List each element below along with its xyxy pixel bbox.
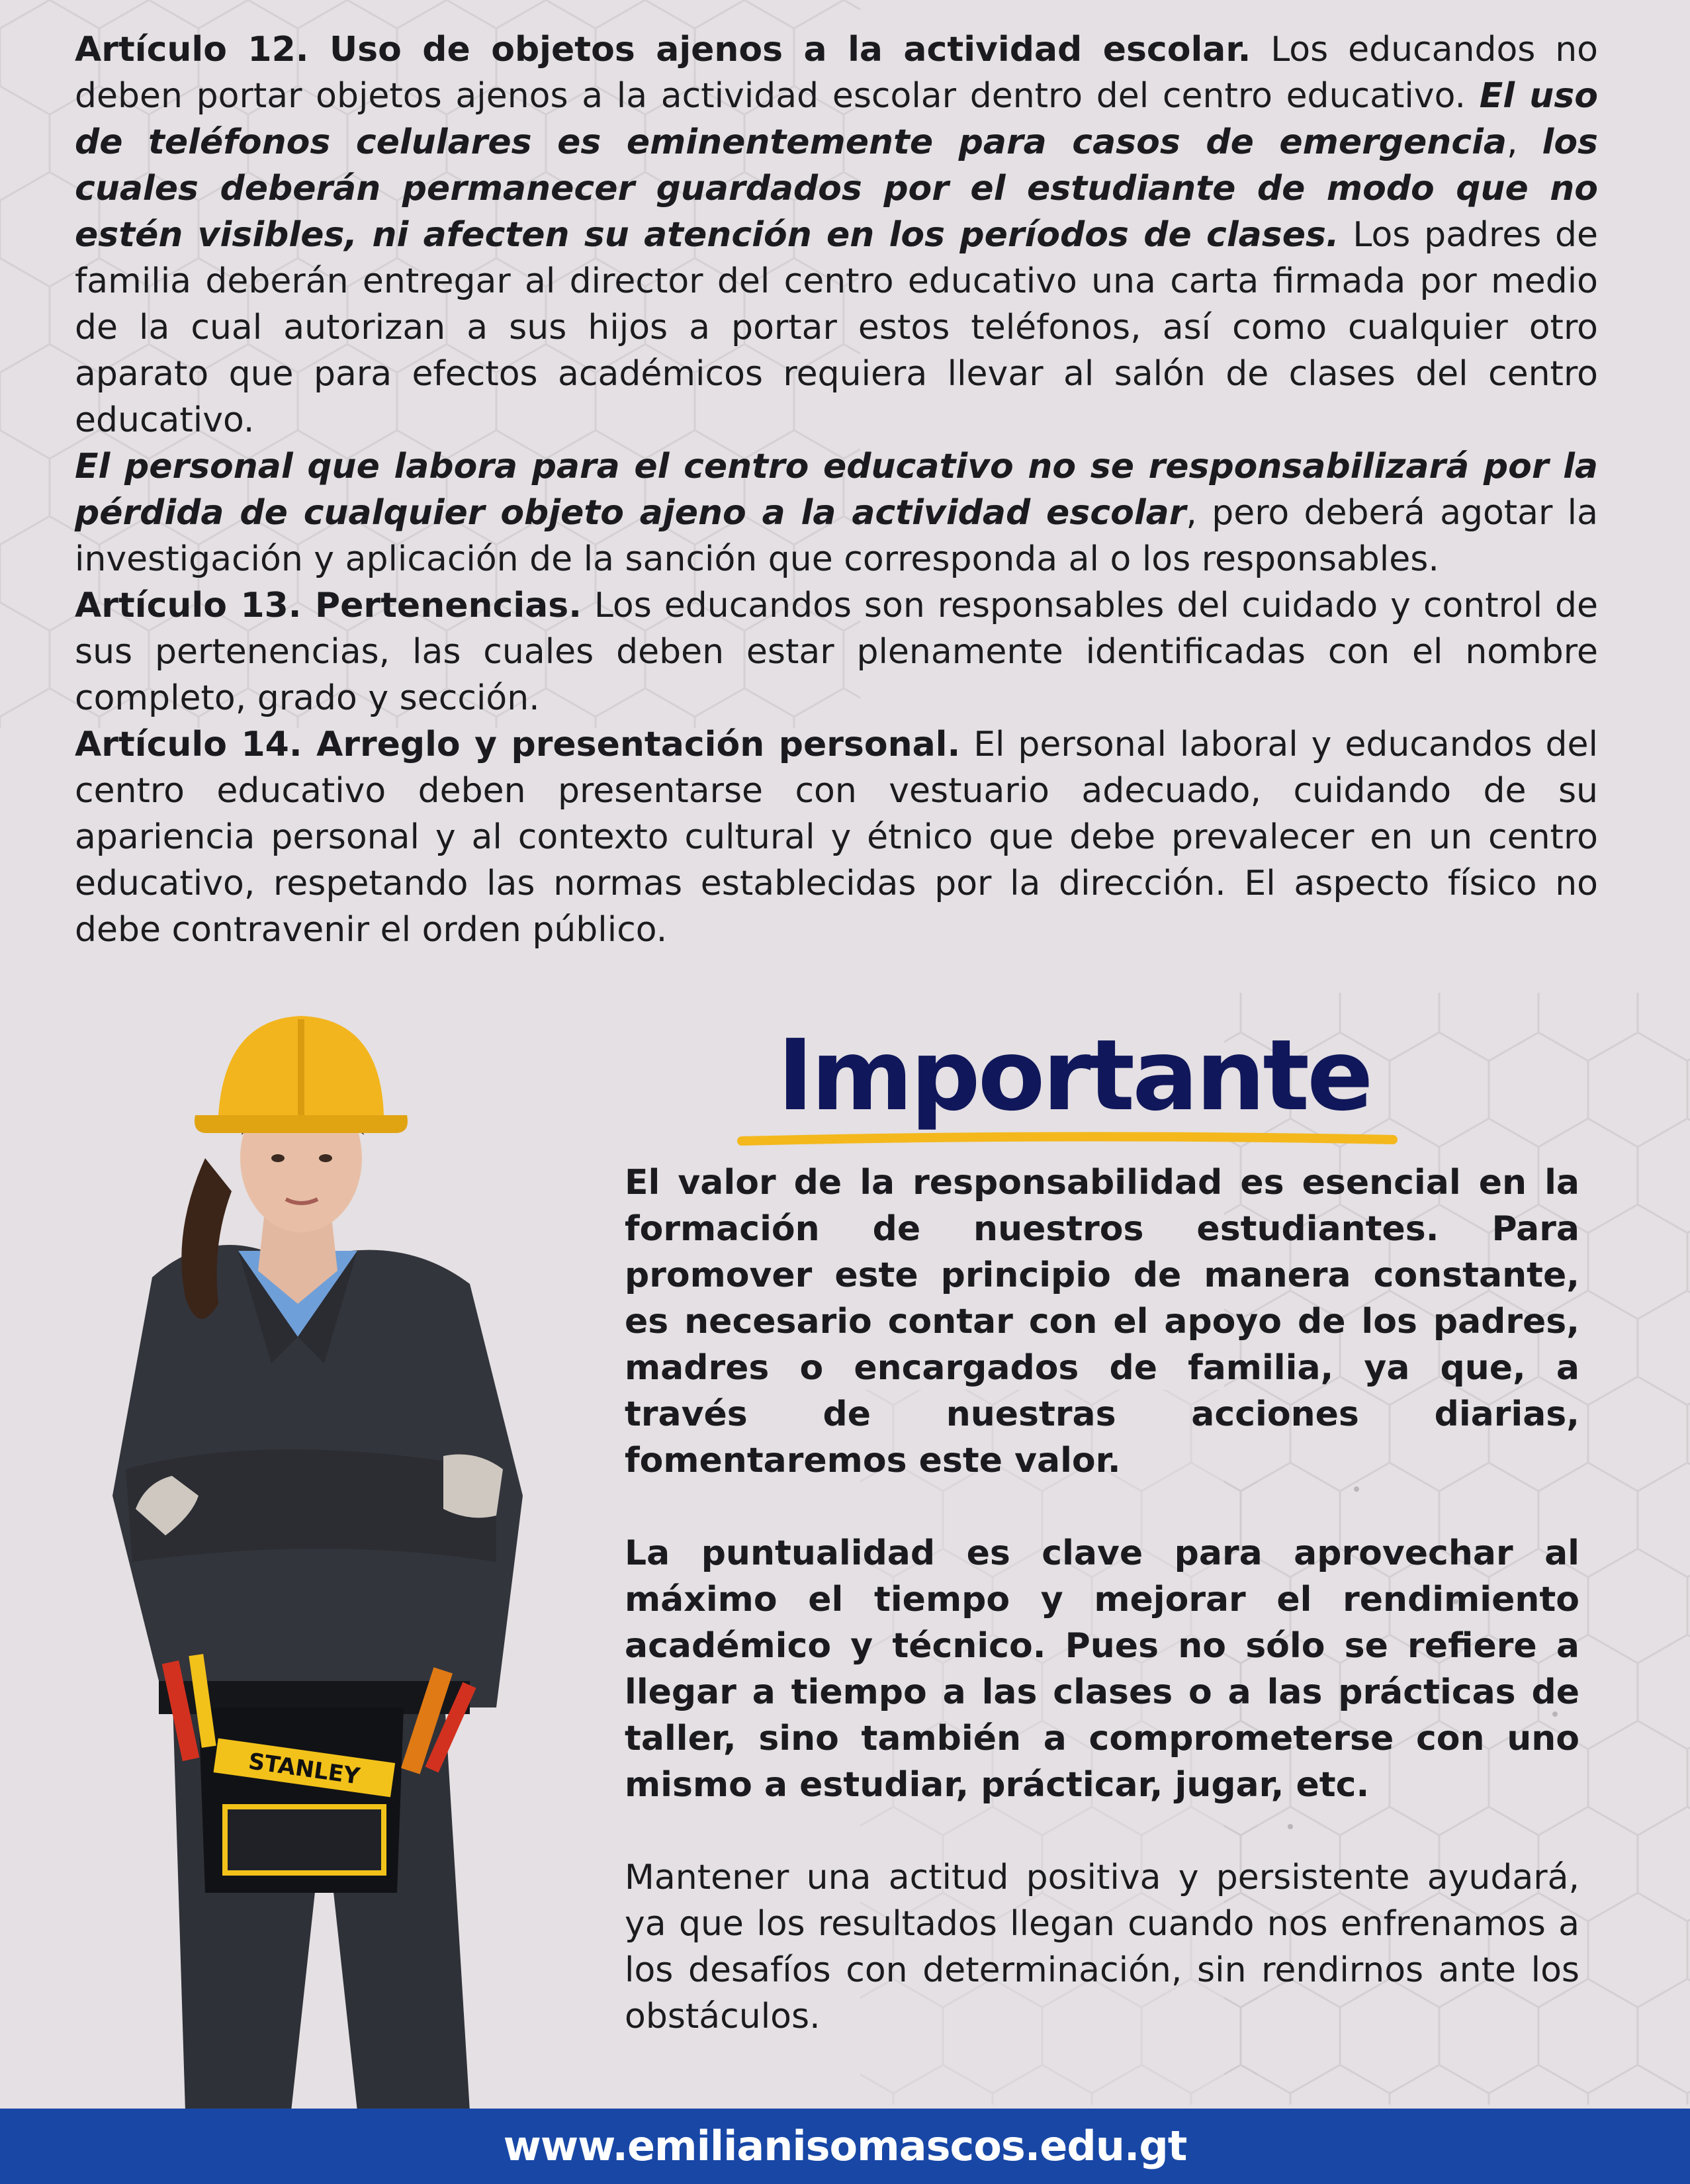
article-12-emphasis-1: El uso de teléfonos celulares es eminentemente para casos de emergencia bbox=[75, 76, 1598, 162]
importante-title: Importante bbox=[777, 1019, 1371, 1132]
student-figure-illustration bbox=[73, 993, 589, 2111]
punctuality-paragraph: La puntualidad es clave para aprovechar al máximo el tiempo y mejorar el rendimiento académico y técnico. Pues no sólo se refiere a llegar a tiempo a las clases o a las prácticas de taller, sino también a comprometerse con uno mismo a estudiar, prácticar, jugar, etc. bbox=[625, 1533, 1579, 1805]
website-link[interactable]: www.emilianisomascos.edu.gt bbox=[503, 2122, 1187, 2170]
article-12-text-1: Los educandos no deben portar objetos ajenos a la actividad escolar dentro del centro educativo. bbox=[75, 30, 1599, 116]
article-12 bbox=[75, 26, 1598, 443]
importante-body bbox=[625, 1160, 1579, 2040]
article-12-text-3: Los padres de familia deberán entregar al director del centro educativo una carta firmada por medio de la cual autorizan a sus hijos a portar estos teléfonos, así como cualquier otro aparato que para efectos académicos requiera llevar al salón de clases del centro educativo. bbox=[75, 215, 1598, 440]
article-12-text-2: , bbox=[1507, 122, 1542, 162]
articles-section bbox=[75, 26, 1598, 953]
article-12-heading: Artículo 12. Uso de objetos ajenos a la actividad escolar. bbox=[75, 30, 1251, 69]
article-13-text: Los educandos son responsables del cuidado y control de sus pertenencias, las cuales deben estar plenamente identificadas con el nombre completo, grado y sección. bbox=[75, 586, 1598, 718]
responsibility-paragraph: El valor de la responsabilidad es esencial en la formación de nuestros estudiantes. Para promover este principio de manera constante, es necesario contar con el apoyo de los padres, madres o encargados de familia, ya que, a través de nuestras acciones diarias, fomentaremos este valor. bbox=[625, 1163, 1579, 1480]
article-14 bbox=[75, 721, 1598, 953]
attitude-paragraph: Mantener una actitud positiva y persistente ayudará, ya que los resultados llegan cuando nos enfrenamos a los desafíos con determinación, sin rendirnos ante los obstáculos. bbox=[625, 1858, 1579, 2036]
article-12-text-4: , pero deberá agotar la investigación y aplicación de la sanción que corresponda al o los responsables. bbox=[75, 493, 1598, 579]
footer-bar bbox=[0, 2109, 1690, 2184]
toolbelt-brand-label: STANLEY bbox=[246, 1748, 362, 1790]
article-12-emphasis-2: los cuales deberán permanecer guardados por el estudiante de modo que no estén visibles, ni afecten su atención en los períodos de clases. bbox=[75, 122, 1598, 255]
article-12-emphasis-3: El personal que labora para el centro educativo no se responsabilizará por la pérdida de cualquier objeto ajeno a la actividad escolar bbox=[75, 447, 1598, 533]
article-13 bbox=[75, 582, 1598, 721]
article-14-text: El personal laboral y educandos del centro educativo deben presentarse con vestuario adecuado, cuidando de su apariencia personal y al contexto cultural y étnico que debe prevalecer en un centro educativo, respetando las normas establecidas por la dirección. El aspecto físico no debe contravenir el orden público. bbox=[75, 725, 1598, 950]
article-13-heading: Artículo 13. Pertenencias. bbox=[75, 586, 582, 625]
article-12-liability bbox=[75, 443, 1598, 582]
article-14-heading: Artículo 14. Arreglo y presentación personal. bbox=[75, 725, 961, 764]
